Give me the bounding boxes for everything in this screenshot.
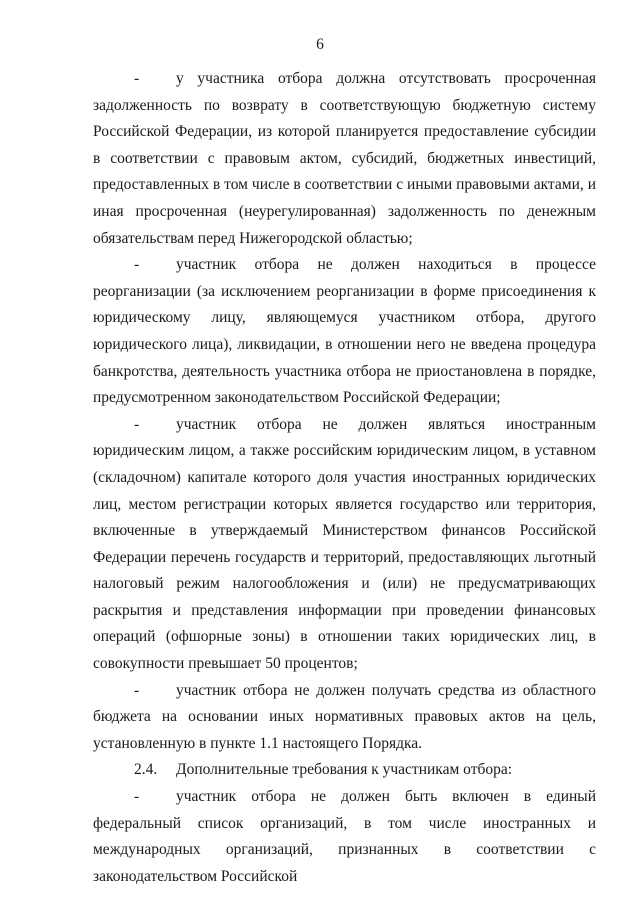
- list-item-federal-list: [93, 784, 596, 890]
- list-marker: -: [134, 415, 140, 433]
- list-marker: -: [134, 70, 140, 87]
- document-body: [93, 66, 596, 890]
- list-marker: -: [134, 788, 140, 806]
- list-item-other-funds: [93, 678, 596, 758]
- paragraph-text: участник отбора не должен являться иностранным юридическим лицом, а также российским юридическим лицом, в уставном (складочном) капитале которого доля участия иностранных юридических лиц, местом регистрации которых является государство или территория, включенные в утверждаемый Министерством финансов Российской Федерации перечень государств и территорий, предоставляющих льготный налоговый режим налогообложения и (или) не предусматривающих раскрытия и представления информации при проведении финансовых операций (офшорные зоны) в отношении таких юридических лиц, в совокупности превышает 50 процентов;: [93, 415, 596, 673]
- paragraph-text: у участника отбора должна отсутствовать просроченная задолженность по возврату в соответствующую бюджетную систему Российской Федерации, из которой планируется предоставление субсидии в соответствии с правовым актом, субсидий, бюджетных инвестиций, предоставленных в том числе в соответствии с иными правовыми актами, и иная просроченная (неурегулированная) задолженность по денежным обязательствам перед Нижегородской областью;: [93, 70, 596, 247]
- list-marker: -: [134, 256, 140, 274]
- list-marker: -: [134, 681, 140, 699]
- paragraph-text: участник отбора не должен получать средства из областного бюджета на основании иных нормативных правовых актов на цель, установленную в пункте 1.1 настоящего Порядка.: [93, 681, 596, 752]
- paragraph-text: Дополнительные требования к участникам отбора:: [176, 761, 513, 779]
- paragraph-text: участник отбора не должен быть включен в единый федеральный список организаций, в том числе иностранных и международных организаций, признанных в соответствии с законодательством Российской: [93, 788, 596, 885]
- section-heading-2-4: [93, 757, 596, 784]
- paragraph-text: участник отбора не должен находиться в процессе реорганизации (за исключением реорганизации в форме присоединения к юридическому лицу, являющемуся участником отбора, другого юридического лица), ликвидации, в отношении него не введена процедура банкротства, деятельность участника отбора не приостановлена в порядке, предусмотренном законодательством Российской Федерации;: [93, 256, 596, 407]
- list-item-foreign-entity: [93, 412, 596, 678]
- section-number: 2.4.: [134, 761, 158, 779]
- page-number: 6: [316, 36, 324, 53]
- list-item-reorganization: [93, 252, 596, 412]
- list-item-overdue-debt: [93, 66, 596, 252]
